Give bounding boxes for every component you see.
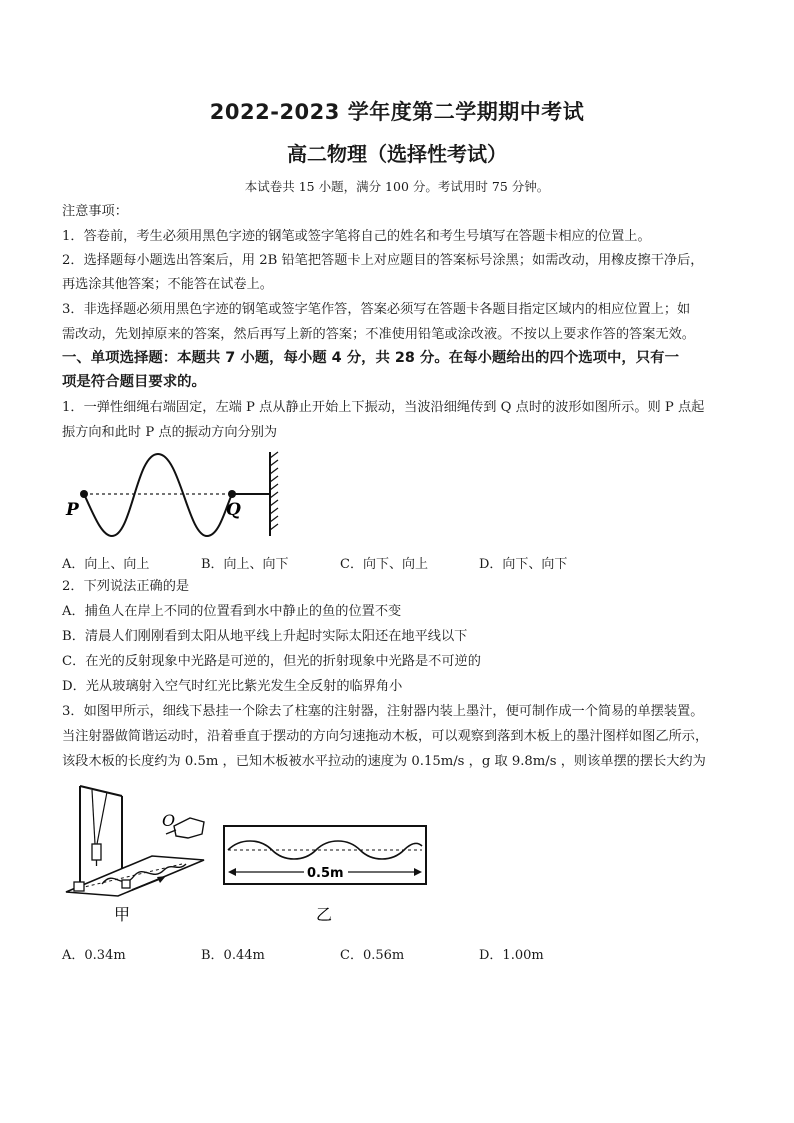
q2-option-d[interactable]: D．光从玻璃射入空气时红光比紫光发生全反射的临界角小 [62,679,403,694]
q3-pendulum-figure [62,780,212,930]
point-p-label: P [66,500,79,520]
pendulum-string [92,790,95,844]
wave-curve [84,454,232,536]
notes-line: 需改动，先划掉原来的答案，然后再写上新的答案；不准使用铅笔或涂改液。不按以上要求作答的答案无效。 [62,327,695,342]
length-label: 0.5m [307,866,344,881]
section-heading: 一、单项选择题：本题共 7 小题，每小题 4 分，共 28 分。在每小题给出的四个选项中，只有一 [62,350,679,366]
q3-options [62,944,734,962]
exam-subtitle: 高二物理（选择性考试） [287,142,507,166]
q2-option-b[interactable]: B．清晨人们刚刚看到太阳从地平线上升起时实际太阳还在地平线以下 [62,629,468,644]
q3-stem: 该段木板的长度约为 0.5m ，已知木板被水平拉动的速度为 0.15m/s ，g 取 9.8m/s ，则该单摆的摆长大约为 [62,754,706,769]
q2-stem: 2．下列说法正确的是 [62,579,190,594]
option-a[interactable]: A．向上、向上 [62,557,150,572]
stand-top-bar [80,786,122,796]
point-o-label: O [162,811,176,830]
section-heading: 项是符合题目要求的。 [62,374,206,390]
q3-stem: 3．如图甲所示，细线下悬挂一个除去了柱塞的注射器，注射器内装上墨汁，便可制作成一个简易的单摆装置。 [62,704,704,719]
fig-label-jia: 甲 [114,905,131,924]
notes-line: 再选涂其他答案；不能答在试卷上。 [62,277,273,292]
point-q-label: Q [226,500,241,520]
wall-hatching [270,452,278,530]
exam-title: 2022-2023 学年度第二学期期中考试 [209,100,585,124]
q1-stem: 振方向和此时 P 点的振动方向分别为 [62,425,278,440]
q3-stem: 当注射器做简谐运动时，沿着垂直于摆动的方向匀速拖动木板，可以观察到落到木板上的墨汁图样如图乙所示， [62,729,709,744]
q1-stem: 1．一弹性细绳右端固定，左端 P 点从静止开始上下振动，当波沿细绳传到 Q 点时的波形如图所示。则 P 点起 [62,400,705,415]
notes-line: 2．选择题每小题选出答案后，用 2B 铅笔把答题卡上对应题目的答案标号涂黑；如需改动，用橡皮擦干净后， [62,253,704,268]
q3-trace-figure [220,820,430,930]
syringe [92,844,101,860]
base-block-right [122,880,130,888]
wooden-board [66,856,204,896]
point-q-dot [228,490,236,498]
notes-heading: 注意事项： [62,204,128,219]
notes-line: 3．非选择题必须用黑色字迹的钢笔或签字笔作答，答案必须写在答题卡各题目指定区域内的相应位置上；如 [62,302,691,317]
hand-icon [174,818,204,838]
option-b[interactable]: B．0.44m [201,948,265,963]
point-p-dot [80,490,88,498]
option-d[interactable]: D．向下、向下 [479,557,568,572]
option-c[interactable]: C．向下、向上 [340,557,428,572]
option-b[interactable]: B．向上、向下 [201,557,289,572]
q2-option-a[interactable]: A．捕鱼人在岸上不同的位置看到水中静止的鱼的位置不变 [62,604,402,619]
q2-option-c[interactable]: C．在光的反射现象中光路是可逆的，但光的折射现象中光路是不可逆的 [62,654,481,669]
exam-info: 本试卷共 15 小题，满分 100 分。考试用时 75 分钟。 [244,179,550,194]
option-a[interactable]: A．0.34m [62,948,126,963]
q1-wave-figure [62,446,312,546]
q1-options [62,553,734,571]
pendulum-string [97,792,107,844]
notes-line: 1．答卷前，考生必须用黑色字迹的钢笔或签字笔将自己的姓名和考生号填写在答题卡相应的位置上。 [62,229,651,244]
base-block-left [74,882,84,891]
option-c[interactable]: C．0.56m [340,948,405,963]
fig-label-yi: 乙 [316,905,333,924]
option-d[interactable]: D．1.00m [479,948,544,963]
